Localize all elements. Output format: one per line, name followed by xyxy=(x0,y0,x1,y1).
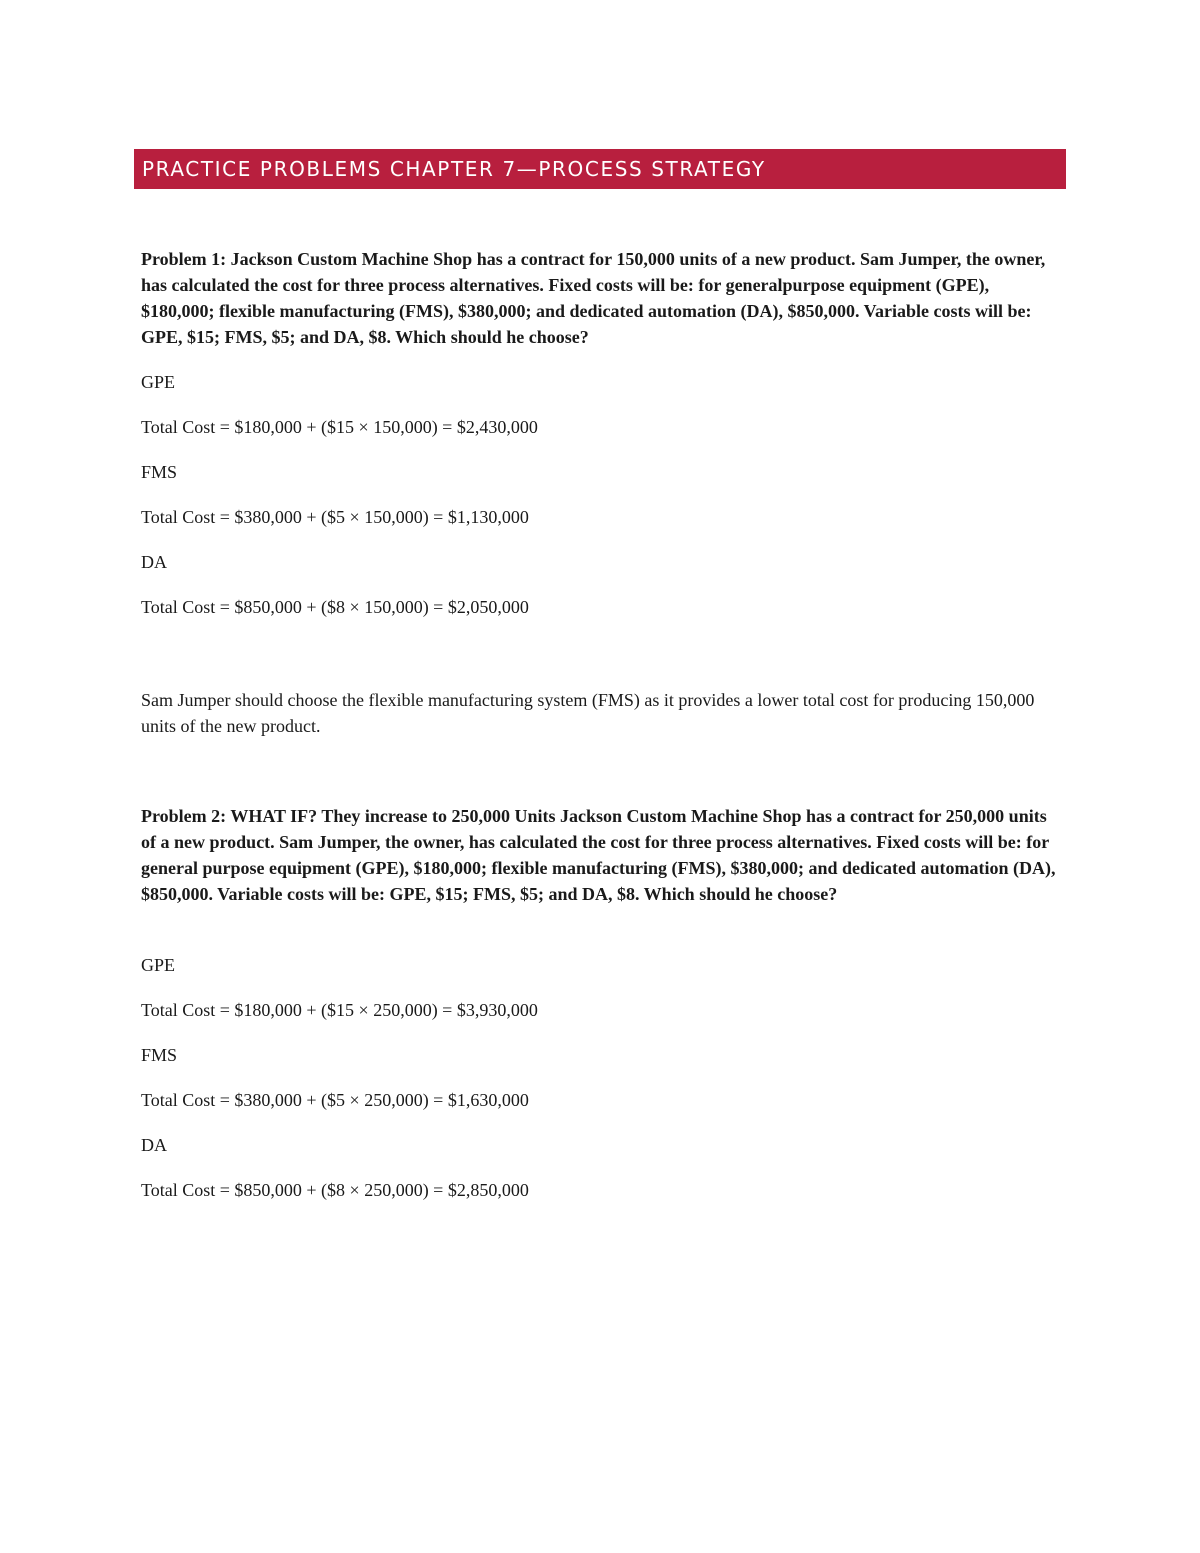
problem-1-fms-calc: Total Cost = $380,000 + ($5 × 150,000) = $1,130,000 xyxy=(141,507,529,527)
problem-1-block xyxy=(141,246,1061,350)
problem-2-fms-label: FMS xyxy=(141,1045,178,1065)
problem-1-da-calc: Total Cost = $850,000 + ($8 × 150,000) = $2,050,000 xyxy=(141,597,529,617)
problem-2-gpe-label: GPE xyxy=(141,955,176,975)
problem-1-fms-label: FMS xyxy=(141,462,178,482)
problem-1-da-label: DA xyxy=(141,552,167,572)
problem-2-gpe-calc: Total Cost = $180,000 + ($15 × 250,000) = $3,930,000 xyxy=(141,1000,538,1020)
chapter-header-bar xyxy=(134,149,1066,189)
problem-2-prompt: Problem 2: WHAT IF? They increase to 250,000 Units Jackson Custom Machine Shop has a contract for 250,000 units of a new product. Sam Jumper, the owner, has calculated the cost for three process alternatives. Fixed costs will be: for general purpose equipment (GPE), $180,000; flexible manufacturing (FMS), $380,000; and dedicated automation (DA), $850,000. Variable costs will be: GPE, $15; FMS, $5; and DA, $8. Which should he choose? xyxy=(141,806,1056,904)
problem-2-da-calc: Total Cost = $850,000 + ($8 × 250,000) = $2,850,000 xyxy=(141,1180,529,1200)
problem-2-da-label: DA xyxy=(141,1135,167,1155)
problem-2-block xyxy=(141,803,1061,907)
problem-1-conclusion: Sam Jumper should choose the flexible manufacturing system (FMS) as it provides a lower total cost for producing 150,000 units of the new product. xyxy=(141,690,1035,736)
problem-1-gpe-calc: Total Cost = $180,000 + ($15 × 150,000) = $2,430,000 xyxy=(141,417,538,437)
problem-1-gpe-label: GPE xyxy=(141,372,176,392)
chapter-title: PRACTICE PROBLEMS CHAPTER 7—PROCESS STRATEGY xyxy=(142,157,766,181)
problem-1-prompt: Problem 1: Jackson Custom Machine Shop has a contract for 150,000 units of a new product. Sam Jumper, the owner, has calculated the cost for three process alternatives. Fixed costs will be: for generalpurpose equipment (GPE), $180,000; flexible manufacturing (FMS), $380,000; and dedicated automation (DA), $850,000. Variable costs will be: GPE, $15; FMS, $5; and DA, $8. Which should he choose? xyxy=(141,249,1046,347)
problem-2-fms-calc: Total Cost = $380,000 + ($5 × 250,000) = $1,630,000 xyxy=(141,1090,529,1110)
